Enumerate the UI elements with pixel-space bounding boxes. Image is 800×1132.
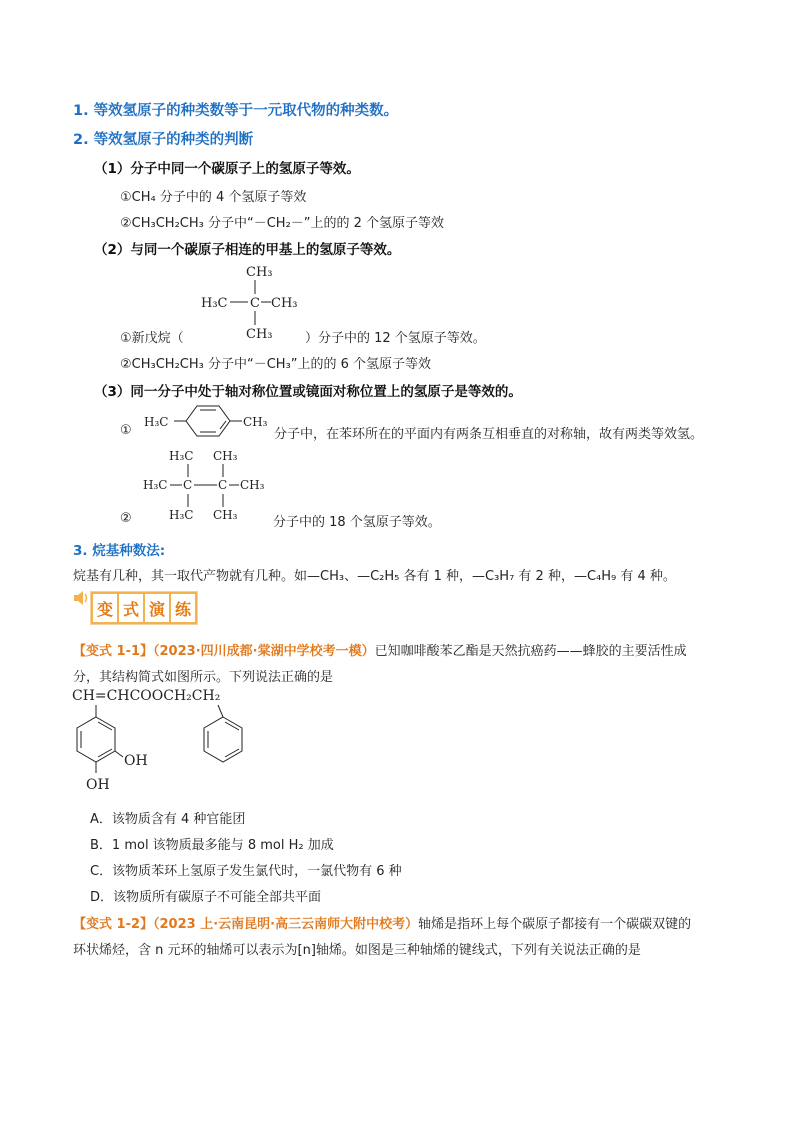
q1-source: （2023·四川成都·棠湖中学校考一模） — [153, 644, 375, 659]
cape-oh2: OH — [86, 777, 110, 793]
q1-stem1: 已知咖啡酸苯乙酯是天然抗癌药——蜂胶的主要活性成 — [374, 644, 687, 659]
xylene-right: CH₃ — [243, 415, 268, 429]
neo-right: CH₃ — [271, 296, 298, 311]
q1-option-b[interactable]: B．1 mol 该物质最多能与 8 mol H₂ 加成 — [90, 838, 334, 853]
hme-bl: H₃C — [169, 508, 194, 522]
rule3-item2-text: 分子中的 18 个氢原子等效。 — [273, 515, 441, 530]
rule2-title: （2）与同一个碳原子相连的甲基上的氢原子等效。 — [94, 242, 401, 258]
q1-option-c[interactable]: C．该物质苯环上氢原子发生氯代时，一氯代物有 6 种 — [90, 864, 402, 879]
heading-2: 2. 等效氢原子的种类的判断 — [73, 132, 254, 148]
banner-char: 变 — [93, 594, 117, 622]
hexamethylethane-structure — [143, 446, 273, 528]
banner-char: 练 — [171, 594, 195, 622]
cape-structure — [68, 685, 268, 803]
hme-c2: C — [218, 478, 228, 492]
section3-body: 烷基有几种，其一取代产物就有几种。如—CH₃、—C₂H₅ 各有 1 种，—C₃H₇ 有 2 种，—C₄H₉ 有 4 种。 — [73, 569, 676, 584]
rule2-item2: ②CH₃CH₂CH₃ 分子中“－CH₃”上的的 6 个氢原子等效 — [120, 357, 432, 372]
q2-source: （2023 上·云南昆明·高三云南师大附中校考） — [153, 917, 419, 932]
rule3-item1-text: 分子中，在苯环所在的平面内有两条互相垂直的对称轴，故有两类等效氢。 — [274, 427, 704, 442]
q2-line1 — [73, 913, 691, 932]
hme-left: H₃C — [143, 478, 168, 492]
speaker-icon — [72, 590, 90, 606]
cape-oh1: OH — [124, 753, 148, 769]
q1-option-d[interactable]: D．该物质所有碳原子不可能全部共平面 — [90, 890, 322, 905]
q2-stem2: 环状烯烃，含 n 元环的轴烯可以表示为[n]轴烯。如图是三种轴烯的键线式，下列有关说法正确的是 — [73, 943, 641, 958]
hme-c1: C — [183, 478, 193, 492]
rule1-title: （1）分子中同一个碳原子上的氢原子等效。 — [94, 161, 360, 177]
heading-1: 1. 等效氢原子的种类数等于一元取代物的种类数。 — [73, 103, 399, 119]
rule2-item1-prefix: ①新戊烷（ — [120, 331, 184, 346]
q2-tag: 【变式 1-2】 — [73, 917, 154, 932]
hme-tr: CH₃ — [213, 449, 238, 463]
p-xylene-structure — [140, 400, 275, 448]
rule2-item1-suffix: ）分子中的 12 个氢原子等效。 — [305, 331, 486, 346]
rule1-item2: ②CH₃CH₂CH₃ 分子中“－CH₂－”上的的 2 个氢原子等效 — [120, 216, 445, 231]
rule3-title: （3）同一分子中处于轴对称位置或镜面对称位置上的氢原子是等效的。 — [94, 384, 522, 400]
rule3-item2-num: ② — [120, 511, 132, 526]
hme-right: CH₃ — [240, 478, 265, 492]
q2-stem1: 轴烯是指环上每个碳原子都接有一个碳碳双键的 — [418, 917, 692, 932]
banner-char: 式 — [119, 594, 143, 622]
neo-top: CH₃ — [246, 265, 273, 280]
q1-tag: 【变式 1-1】 — [73, 644, 154, 659]
cape-chain: CH=CHCOOCH₂CH₂ — [72, 688, 221, 704]
hme-br: CH₃ — [213, 508, 238, 522]
neo-center: C — [250, 296, 260, 311]
banner-char: 演 — [145, 594, 169, 622]
neo-bottom: CH₃ — [246, 327, 273, 342]
neopentane-structure — [195, 262, 305, 344]
q1-option-a[interactable]: A．该物质含有 4 种官能团 — [90, 812, 246, 827]
neo-left: H₃C — [201, 296, 228, 311]
rule3-item1-num: ① — [120, 423, 132, 438]
rule1-item1: ①CH₄ 分子中的 4 个氢原子等效 — [120, 190, 307, 205]
practice-banner — [90, 591, 198, 625]
heading-3: 3. 烷基种数法: — [73, 543, 166, 559]
xylene-left: H₃C — [144, 415, 169, 429]
q1-line1 — [73, 640, 687, 659]
hme-tl: H₃C — [169, 449, 194, 463]
q1-stem2: 分，其结构简式如图所示。下列说法正确的是 — [73, 670, 334, 685]
